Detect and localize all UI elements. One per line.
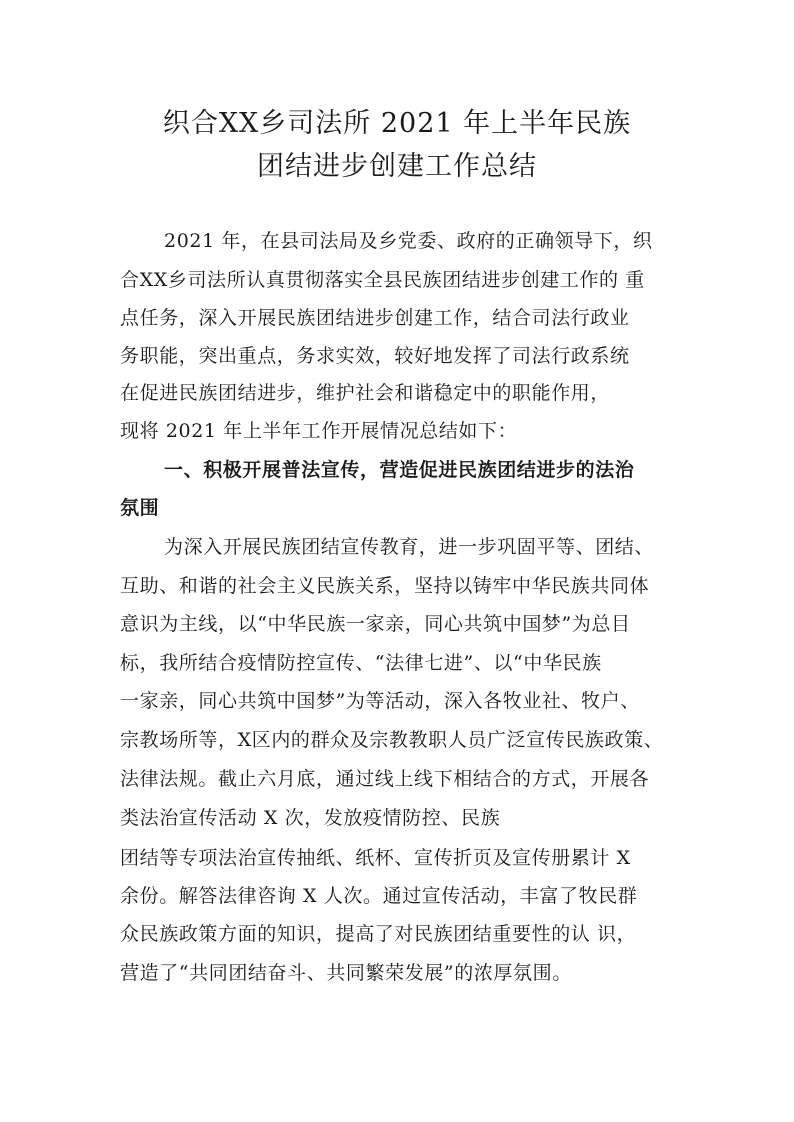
section-1-paragraph-line: 类法治宣传活动 X 次，发放疫情防控、民族 [120,807,501,829]
section-1-paragraph-line: 余份。解答法律咨询 X 人次。通过宣传活动，丰富了牧民群 [120,885,638,907]
intro-paragraph-line: 务职能，突出重点，务求实效，较好地发挥了司法行政系统 [120,345,630,367]
section-1-paragraph-line: 团结等专项法治宣传抽纸、纸杯、宣传折页及宣传册累计 X [120,847,631,869]
section-1-paragraph-line: 为深入开展民族团结宣传教育，进一步巩固平等、团结、 [164,536,655,558]
section-1-paragraph-line: 标，我所结合疫情防控宣传、“法律七进”、以“中华民族 [120,652,602,674]
intro-paragraph-line: 2021 年，在县司法局及乡党委、政府的正确领导下，织 [164,230,653,252]
section-1-paragraph-line: 意识为主线，以“中华民族一家亲，同心共筑中国梦”为总目 [120,613,631,635]
intro-paragraph-line: 合XX乡司法所认真贯彻落实全县民族团结进步创建工作的 重 [120,269,645,291]
section-1-paragraph-line: 一家亲，同心共筑中国梦”为等活动，深入各牧业社、牧户、 [120,690,640,712]
section-1-heading-line: 一、积极开展普法宣传，营造促进民族团结进步的法治 [164,459,635,481]
intro-paragraph-line: 在促进民族团结进步，维护社会和谐稳定中的职能作用， [120,382,611,404]
section-1-heading-line: 氛围 [120,497,160,519]
section-1-paragraph-line: 互助、和谐的社会主义民族关系，坚持以铸牢中华民族共同体 [120,575,650,597]
intro-paragraph-line: 现将 2021 年上半年工作开展情况总结如下： [120,420,518,442]
document-title-line-2: 团结进步创建工作总结 [257,151,537,182]
section-1-paragraph-line: 法律法规。截止六月底，通过线上线下相结合的方式，开展各 [120,768,650,790]
document-title-line-1: 织合XX乡司法所 2021 年上半年民族 [162,108,632,139]
intro-paragraph-line: 点任务，深入开展民族团结进步创建工作，结合司法行政业 [120,307,630,329]
section-1-paragraph-line: 众民族政策方面的知识，提高了对民族团结重要性的认 识， [120,923,637,945]
section-1-paragraph-line: 宗教场所等，X区内的群众及宗教教职人员广泛宣传民族政策、 [120,729,664,751]
section-1-paragraph-line: 营造了“共同团结奋斗、共同繁荣发展”的浓厚氛围。 [120,962,572,984]
